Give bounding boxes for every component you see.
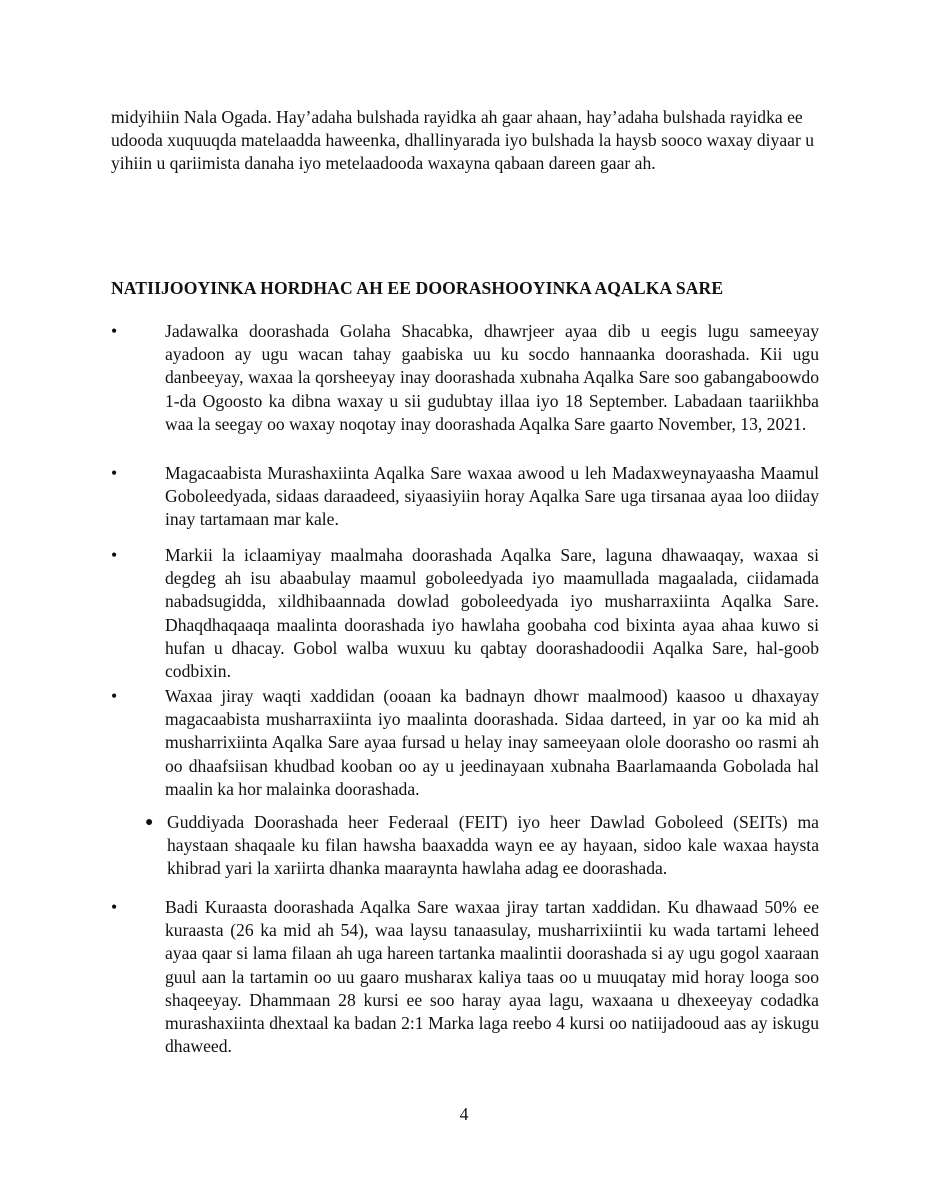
bullet-marker: •: [111, 686, 118, 706]
intro-paragraph: midyihiin Nala Ogada. Hay’adaha bulshada rayidka ah gaar ahaan, hay’adaha bulshada rayidka ee udooda xuquuqda matelaadda haweenka, dhallinyarada iyo bulshada la haysb sooco waxay diyaar u yihiin u qariimista danaha iyo metelaadooda waxayna qabaan dareen gaar ah.: [111, 107, 815, 174]
bullet-text: Magacaabista Murashaxiinta Aqalka Sare waxaa awood u leh Madaxweynayaasha Maamul Goboleedyada, sidaas daraadeed, siyaasiyiin horay Aqalka Sare uga tirsanaa ayaa loo diiday inay tartamaan mar kale.: [165, 463, 819, 530]
bullet-text: Markii la iclaamiyay maalmaha doorashada Aqalka Sare, laguna dhawaaqay, waxaa si degdeg ah isu abaabulay maamul goboleedyada iyo maamullada magaalada, ciidamada nabadsugidda, xildhibaannada dowlad goboleedyada iyo musharraxiinta Aqalka Sare. Dhaqdhaqaaqa maalinta doorashada iyo hawlaha goobaha cod bixinta ayaa ahaa kuwo si hufan u dhacay. Gobol walba wuxuu ku qabtay doorashadoodii Aqalka Sare, hal-goob codbixin.: [165, 545, 819, 682]
bullet-item-4: [111, 685, 819, 801]
bullet-item-2: [111, 462, 819, 532]
bullet-marker: •: [111, 545, 118, 565]
bullet-text: Badi Kuraasta doorashada Aqalka Sare waxaa jiray tartan xaddidan. Ku dhawaad 50% ee kuraasta (26 ka mid ah 54), waa laysu tanaasulay, musharrixiintii ku wada tartami leheed ayaa qaar si lama filaan ah uga hareen tartanka maalintii doorashada si ay ugu gogol xaaraan guul aan la tartamin oo uu gaaro musharax kaliya taas oo u muuqatay mid horay looga soo shaqeeyay. Dhammaan 28 kursi ee soo haray ayaa lagu, waxaana u dhexeeyay codadka murashaxiinta dhextaal ka badan 2:1 Marka laga reebo 4 kursi oo natiijadooud aas ay iskugu dhaweed.: [165, 897, 819, 1057]
bullet-text: Waxaa jiray waqti xaddidan (ooaan ka badnayn dhowr maalmood) kaasoo u dhaxayay magacaabista musharraxiinta iyo maalinta doorashada. Sidaa darteed, in yar oo ka mid ah musharrixiinta Aqalka Sare ayaa fursad u helay inay sameeyaan olole doorasho oo rasmi ah oo dhaafsiisan khudbad kooban oo ay u jeedinayaan xubnaha Baarlamaanda Gobolada hal maalin ka hor malainka doorashada.: [165, 686, 819, 799]
bullet-item-1: [111, 320, 819, 436]
bullet-marker: •: [111, 321, 118, 341]
sub-bullet-text: Guddiyada Doorashada heer Federaal (FEIT) iyo heer Dawlad Goboleed (SEITs) ma haystaan shaqaale ku filan hawsha baaxadda wayn ee ay hayaan, sidoo kale waxaa haysta khibrad yari la xariirta dhanka maaraynta hawlaha adag ee doorashada.: [167, 812, 819, 879]
sub-bullet-marker: ●: [145, 815, 154, 830]
page-number: 4: [459, 1104, 469, 1124]
bullet-item-3: [111, 544, 819, 683]
bullet-text: Jadawalka doorashada Golaha Shacabka, dhawrjeer ayaa dib u eegis lugu sameeyay ayadoon ay ugu wacan tahay gaabiska uu ku socdo hannaanka doorashada. Kii ugu danbeeyay, waxaa la qorsheeyay inay doorashada xubnaha Aqalka Sare soo gabangaboowdo 1-da Ogoosto ka dibna waxay u sii gudubtay illaa iyo 18 September. Labadaan taariikhba waa la seegay oo waxay noqotay inay doorashada Aqalka Sare gaarto November, 13, 2021.: [165, 321, 819, 434]
bullet-item-5: [111, 896, 819, 1058]
sub-bullet-item: [145, 811, 819, 881]
section-heading: NATIIJOOYINKA HORDHAC AH EE DOORASHOOYINKA AQALKA SARE: [111, 278, 724, 298]
bullet-marker: •: [111, 897, 118, 917]
bullet-marker: •: [111, 463, 118, 483]
